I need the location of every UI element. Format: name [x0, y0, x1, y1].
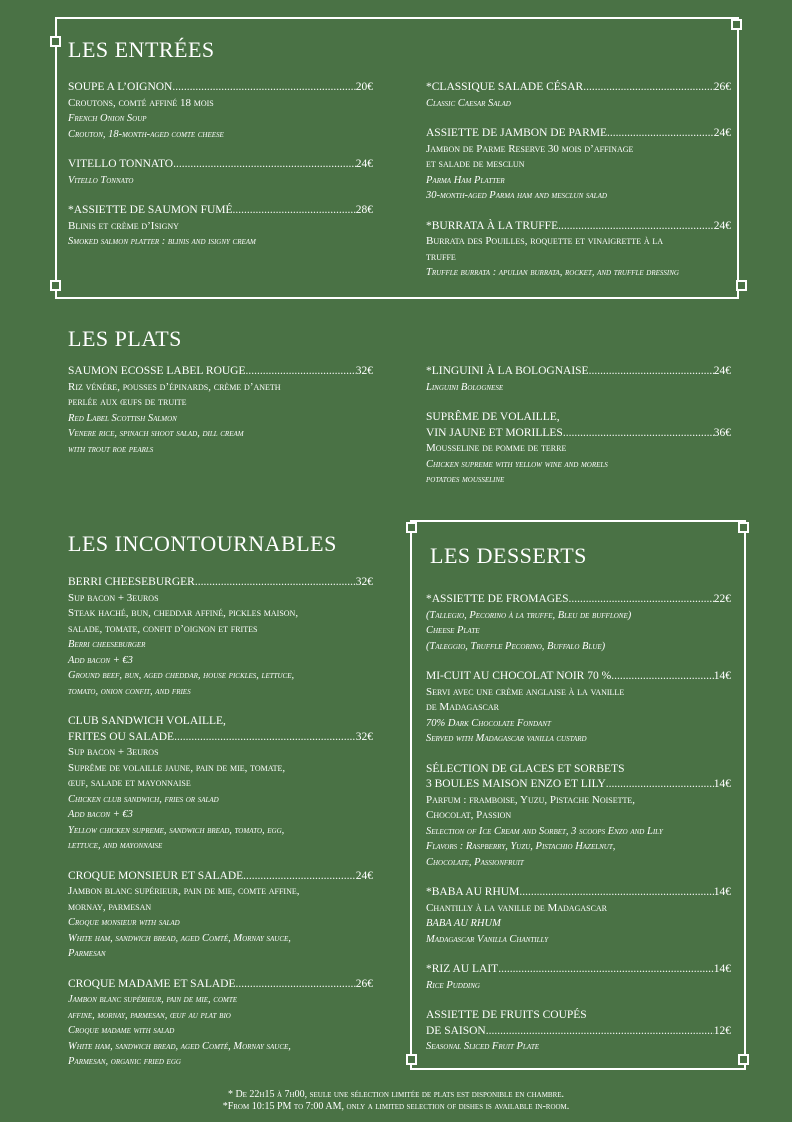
menu-item-name	[68, 730, 373, 746]
menu-item-price: 26€	[713, 81, 731, 93]
menu-item	[426, 885, 731, 947]
menu-item-translation: Smoked salmon platter : blinis and isigny cream	[68, 236, 256, 247]
dot-leader	[246, 364, 356, 380]
frame-corner-ornament	[406, 522, 417, 533]
menu-item-description: et salade de mesclun	[426, 158, 525, 170]
dot-leader	[195, 575, 356, 591]
menu-item-description: de Madagascar	[426, 701, 499, 713]
menu-item-translation: Crouton, 18-month-aged comte cheese	[68, 128, 224, 140]
menu-item-description: Riz vénére, pousses d’épinards, crème d’aneth	[68, 380, 281, 393]
menu-item-name	[426, 669, 731, 685]
menu-item-translation: Seasonal Sliced Fruit Plate	[426, 1041, 540, 1052]
menu-item-price: 12€	[713, 1024, 731, 1037]
dot-leader	[519, 885, 713, 901]
frame-corner-ornament	[738, 1054, 749, 1065]
menu-item	[426, 1008, 731, 1055]
dot-leader	[172, 80, 355, 96]
menu-item-name	[426, 962, 731, 978]
menu-item-translation: Parmesan, organic fried egg	[68, 1056, 181, 1067]
menu-item-price: 24€	[713, 219, 731, 232]
menu-item-translation: Jambon blanc supérieur, pain de mie, comte	[68, 994, 238, 1005]
menu-item-translation: (Taleggio, Truffle Pecorino, Buffalo Blue)	[426, 640, 606, 652]
menu-item-name	[68, 977, 373, 993]
menu-item-translation: Classic Caesar Salad	[426, 97, 511, 109]
menu-item	[426, 762, 731, 871]
menu-item-name-text: *ASSIETTE DE SAUMON FUMÉ	[68, 204, 233, 216]
menu-item-description: œuf, salade et mayonnaise	[68, 777, 191, 789]
menu-item-name-text: VIN JAUNE ET MORILLES	[426, 426, 563, 439]
menu-item-description: mornay, parmesan	[68, 900, 152, 913]
menu-item	[426, 219, 731, 281]
menu-item-name-text: 3 BOULES MAISON ENZO ET LILY	[426, 778, 606, 790]
menu-item-name	[426, 762, 731, 778]
frame-corner-ornament	[736, 280, 747, 291]
dot-leader	[607, 126, 714, 142]
menu-item-name-text: *BURRATA À LA TRUFFE	[426, 219, 559, 232]
footer-note-fr: * De 22h15 à 7h00, seule une sélection limitée de plats est disponible en chambre.	[227, 1089, 565, 1100]
menu-item-price: 14€	[713, 963, 731, 975]
dot-leader	[589, 364, 714, 380]
menu-item	[68, 575, 373, 699]
menu-item	[426, 364, 731, 395]
menu-item	[68, 364, 373, 457]
menu-item-translation: Vitello Tonnato	[68, 174, 134, 186]
menu-item-description: Sup bacon + 3euros	[68, 746, 159, 758]
menu-item-description: Chocolat, Passion	[426, 809, 512, 821]
menu-item-description: Croutons, comté affiné 18 mois	[68, 96, 214, 109]
menu-item-description: Parfum : framboise, Yuzu, Pistache Noisette,	[426, 793, 636, 806]
menu-item-name-text: SÉLECTION DE GLACES ET SORBETS	[426, 762, 625, 775]
menu-item-translation: tomato, onion confit, and fries	[68, 685, 191, 697]
menu-item-price: 14€	[713, 886, 731, 898]
menu-item-price: 24€	[355, 869, 373, 882]
menu-item-translation: Berri cheeseburger	[68, 639, 146, 650]
menu-item-name	[426, 1024, 731, 1040]
section-title-plats: LES PLATS	[68, 326, 182, 351]
menu-item-price: 32€	[355, 576, 373, 588]
dot-leader	[233, 203, 356, 219]
menu-item-name-text: SUPRÊME DE VOLAILLE,	[426, 411, 560, 423]
menu-item-translation: Served with Madagascar vanilla custard	[426, 733, 587, 744]
menu-item-translation: with trout roe pearls	[68, 443, 154, 455]
menu-item-price: 32€	[355, 365, 373, 377]
menu-item-name	[426, 885, 731, 901]
dot-leader	[173, 157, 356, 173]
dot-leader	[568, 592, 713, 608]
dot-leader	[498, 962, 714, 978]
section-title-incontournables: LES INCONTOURNABLES	[68, 531, 337, 556]
menu-item-description: Suprême de volaille jaune, pain de mie, tomate,	[68, 761, 286, 774]
menu-item-name	[68, 157, 373, 173]
menu-item-name	[68, 364, 373, 380]
menu-item-description: Jambon de Parme Reserve 30 mois d’affinage	[426, 142, 634, 155]
menu-item-name-text: ASSIETTE DE JAMBON DE PARME	[426, 127, 608, 139]
menu-item	[68, 977, 373, 1070]
dot-leader	[563, 426, 714, 442]
dot-leader	[611, 669, 714, 685]
menu-item-price: 36€	[713, 426, 731, 439]
menu-item-translation: Madagascar Vanilla Chantilly	[426, 933, 549, 945]
dot-leader	[236, 977, 356, 993]
menu-item-description: Chantilly à la vanille de Madagascar	[426, 901, 608, 914]
menu-item-translation: Truffle burrata : apulian burrata, rocket, and truffle dressing	[426, 267, 679, 278]
menu-item-name-text: *BABA AU RHUM	[426, 886, 520, 898]
menu-item-description: perlée aux œufs de truite	[68, 396, 187, 408]
dot-leader	[243, 869, 356, 885]
menu-item-translation: 70% Dark Chocolate Fondant	[426, 717, 551, 729]
menu-item-price: 14€	[713, 670, 731, 682]
menu-item-translation: White ham, sandwich bread, aged Comté, Mornay sauce,	[68, 932, 291, 944]
menu-item-translation: Selection of Ice Cream and Sorbet, 3 scoops Enzo and Lily	[426, 825, 663, 837]
menu-item-translation: Venere rice, spinach shoot salad, dill cream	[68, 428, 244, 439]
menu-item-translation: Rice Pudding	[426, 979, 480, 991]
menu-item-price: 22€	[713, 593, 731, 605]
menu-item-price: 24€	[713, 127, 731, 139]
menu-item-translation: potatoes mousseline	[426, 474, 505, 485]
menu-item-translation: Add bacon + €3	[68, 654, 133, 666]
footer-note	[0, 1089, 792, 1113]
dot-leader	[486, 1024, 714, 1040]
menu-item-name	[426, 777, 731, 793]
frame-corner-ornament	[738, 522, 749, 533]
menu-item-translation: Chicken club sandwich, fries or salad	[68, 793, 219, 805]
plats-left-column	[68, 364, 373, 472]
menu-item-translation: Flavors : Raspberry, Yuzu, Pistachio Hazelnut,	[426, 841, 616, 852]
incontournables-column	[68, 575, 373, 1085]
menu-item-name-text: *CLASSIQUE SALADE CÉSAR	[426, 81, 584, 93]
menu-item	[426, 669, 731, 747]
menu-item-description: Jambon blanc supérieur, pain de mie, comte affine,	[68, 885, 300, 897]
section-title-desserts: LES DESSERTS	[430, 543, 587, 568]
menu-item-name-text: VITELLO TONNATO	[68, 158, 174, 170]
menu-item-price: 32€	[355, 730, 373, 743]
menu-item-name-text: MI-CUIT AU CHOCOLAT NOIR 70 %	[426, 670, 612, 682]
menu-item-translation: Linguini Bolognese	[426, 381, 504, 393]
menu-item-translation: Yellow chicken supreme, sandwich bread, tomato, egg,	[68, 824, 285, 836]
menu-item-translation: Chocolate, Passionfruit	[426, 856, 524, 868]
menu-item-name-text: DE SAISON	[426, 1024, 486, 1037]
menu-item-price: 20€	[355, 81, 373, 93]
menu-item-description: Sup bacon + 3euros	[68, 591, 159, 604]
menu-item-description: Mousseline de pomme de terre	[426, 442, 567, 454]
menu-item-description: salade, tomate, confit d’oignon et frites	[68, 622, 258, 635]
menu-item-description: Burrata des Pouilles, roquette et vinaigrette à la	[426, 235, 664, 247]
menu-item-name	[426, 592, 731, 608]
menu-item-name	[426, 80, 731, 96]
menu-item-translation: BABA AU RHUM	[426, 918, 501, 929]
menu-item-name-text: *RIZ AU LAIT	[426, 963, 499, 975]
entrees-left-column	[68, 80, 373, 265]
menu-item	[68, 714, 373, 854]
menu-item-price: 24€	[355, 158, 373, 170]
menu-item-price: 14€	[713, 778, 731, 790]
frame-corner-ornament	[731, 19, 742, 30]
section-title-entrees: LES ENTRÉES	[68, 37, 215, 62]
frame-corner-ornament	[50, 36, 61, 47]
dot-leader	[606, 777, 714, 793]
dot-leader	[558, 219, 714, 235]
menu-item-translation: Parmesan	[68, 948, 106, 959]
menu-item-name	[426, 426, 731, 442]
menu-item-name	[426, 126, 731, 142]
menu-item-name	[68, 80, 373, 96]
menu-item-name	[426, 219, 731, 235]
menu-item-name	[426, 364, 731, 380]
menu-item-name	[426, 410, 731, 426]
menu-item-name-text: *ASSIETTE DE FROMAGES	[426, 593, 569, 605]
menu-item	[68, 80, 373, 142]
menu-item-price: 24€	[713, 365, 731, 377]
menu-item-translation: White ham, sandwich bread, aged Comté, Mornay sauce,	[68, 1040, 291, 1052]
menu-item-name	[68, 714, 373, 730]
dot-leader	[583, 80, 714, 96]
menu-item-name-text: CROQUE MONSIEUR ET SALADE	[68, 869, 244, 882]
menu-item-name-text: *LINGUINI À LA BOLOGNAISE	[426, 365, 589, 377]
menu-item	[68, 869, 373, 962]
dot-leader	[174, 730, 356, 746]
menu-item-name	[68, 575, 373, 591]
menu-item-description: Steak haché, bun, cheddar affiné, pickles maison,	[68, 607, 299, 619]
menu-item	[426, 410, 731, 488]
menu-item-name-text: SOUPE A L’OIGNON	[68, 81, 173, 93]
frame-corner-ornament	[406, 1054, 417, 1065]
menu-item	[426, 962, 731, 993]
menu-item-translation: (Tallegio, Pecorino à la truffe, Bleu de bufflone)	[426, 609, 632, 621]
menu-item	[68, 203, 373, 250]
footer-note-en: *From 10:15 PM to 7:00 AM, only a limited selection of dishes is available in-room.	[222, 1101, 570, 1112]
menu-item-translation: 30-month-aged Parma ham and mesclun salad	[426, 190, 607, 201]
menu-item-translation: lettuce, and mayonnaise	[68, 840, 163, 851]
desserts-column	[426, 592, 731, 1070]
menu-item-name	[426, 1008, 731, 1024]
menu-item-translation: affine, mornay, parmesan, œuf au plat bio	[68, 1009, 231, 1021]
menu-item-name-text: FRITES OU SALADE	[68, 730, 175, 743]
menu-item-price: 26€	[355, 977, 373, 990]
menu-item-translation: Add bacon + €3	[68, 809, 133, 820]
menu-item-translation: Croque monsieur with salad	[68, 917, 180, 928]
menu-item	[426, 80, 731, 111]
menu-item-translation: Cheese Plate	[426, 625, 480, 636]
menu-item-name-text: CROQUE MADAME ET SALADE	[68, 977, 236, 990]
menu-item	[426, 592, 731, 654]
menu-item-description: Blinis et crème d’Isigny	[68, 219, 179, 232]
menu-item-description: Servi avec une crème anglaise à la vanille	[426, 685, 625, 698]
menu-item-description: truffe	[426, 250, 456, 263]
menu-item	[426, 126, 731, 204]
plats-right-column	[426, 364, 731, 503]
menu-item-name-text: ASSIETTE DE FRUITS COUPÉS	[426, 1009, 587, 1021]
menu-item	[68, 157, 373, 188]
menu-item-name-text: SAUMON ECOSSE LABEL ROUGE	[68, 365, 246, 377]
menu-item-translation: Red Label Scottish Salmon	[68, 412, 177, 424]
menu-item-translation: French Onion Soup	[68, 113, 147, 124]
frame-corner-ornament	[50, 280, 61, 291]
menu-item-translation: Chicken supreme with yellow wine and morels	[426, 458, 608, 470]
menu-item-translation: Ground beef, bun, aged cheddar, house pickles, lettuce,	[68, 670, 295, 681]
menu-item-name	[68, 203, 373, 219]
menu-item-translation: Croque madame with salad	[68, 1025, 175, 1036]
menu-item-translation: Parma Ham Platter	[426, 174, 505, 186]
entrees-right-column	[426, 80, 731, 296]
menu-item-name-text: CLUB SANDWICH VOLAILLE,	[68, 715, 226, 727]
menu-item-price: 28€	[355, 204, 373, 216]
menu-item-name	[68, 869, 373, 885]
menu-item-name-text: BERRI CHEESEBURGER	[68, 576, 195, 588]
